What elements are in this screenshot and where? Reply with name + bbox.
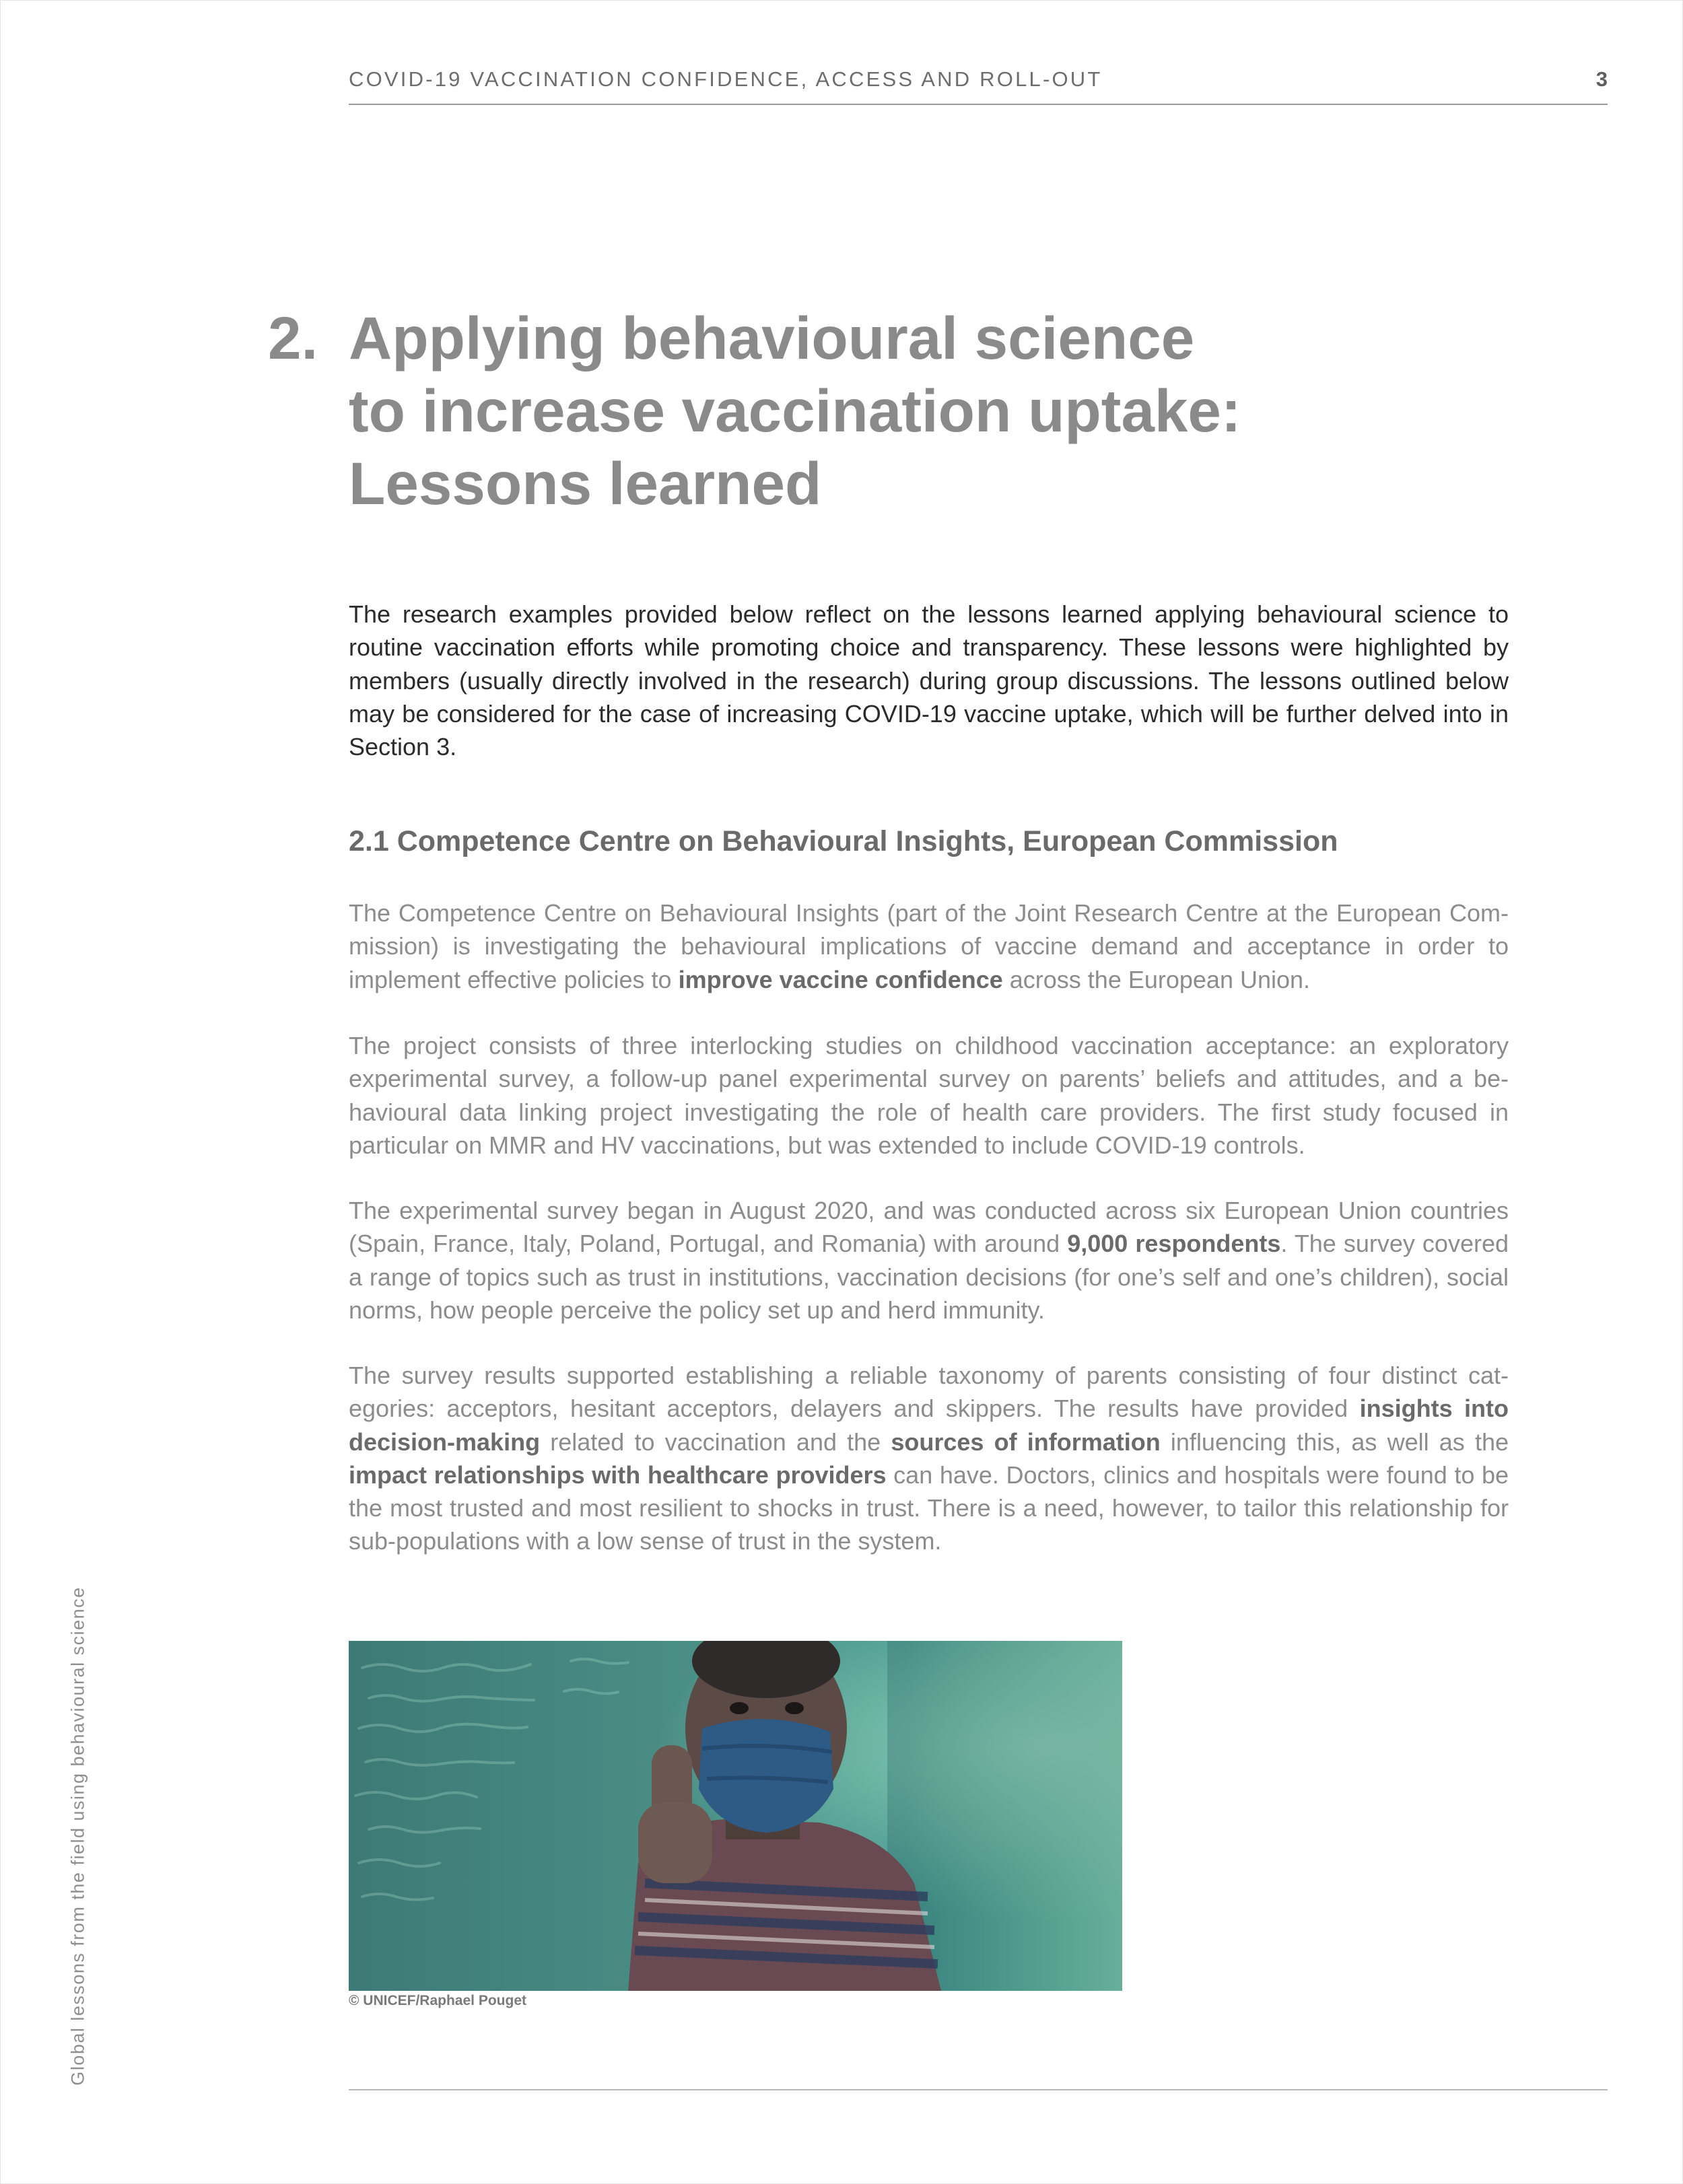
footer-divider: [349, 2089, 1608, 2090]
paragraph-4: [349, 1359, 1509, 1558]
paragraph-4-bold-1: insights into decision-making: [349, 1395, 1509, 1456]
paragraph-3-text-c: . The survey covered a range of topics such as trust in institutions, vaccination decisions (for one’s self and one’s children), social norms, how people perceive the policy set up and herd immunity.: [349, 1230, 1509, 1324]
paragraph-4-bold-3: impact relationships with healthcare providers: [349, 1460, 887, 1489]
side-publication-label: Global lessons from the field using behavioural science: [67, 1586, 88, 2086]
running-title: COVID-19 VACCINATION CONFIDENCE, ACCESS AND ROLL-OUT: [349, 67, 1103, 91]
paragraph-1-text-a: The Competence Centre on Behavioural Insights (part of the Joint Research Centre at the European Commission) is investigating the behavioural implications of vaccine demand and acceptance in order to implement effective policies to: [349, 899, 1509, 993]
paragraph-1-text-c: across the European Union.: [1002, 965, 1311, 993]
section-heading: 2.1 Competence Centre on Behavioural Insights, European Commission: [349, 825, 1338, 857]
paragraph-1-bold-1: improve vaccine confidence: [678, 965, 1003, 993]
paragraph-2: The project consists of three interlocking studies on childhood vaccination acceptance: an exploratory experimental survey, a follow-up panel experimental survey on parents’ beliefs and attitudes, and a behavioural data linking project investigating the role of health care providers. The first study focused in particular on MMR and HV vaccinations, but was extended to include COVID-19 controls.: [349, 1032, 1509, 1159]
paragraph-4-text-a: The survey results supported establishing a reliable taxonomy of parents consisting of four distinct categories: acceptors, hesitant acceptors, delayers and skippers. The results have provided: [349, 1362, 1509, 1423]
intro-paragraph: The research examples provided below reflect on the lessons learned applying behavioural science to routine vaccination efforts while promoting choice and transparency. These lessons were highlighted by members (usually directly involved in the research) during group discussions. The lessons outlined below may be considered for the case of increasing COVID-19 vaccine uptake, which will be further delved into in Section 3.: [349, 600, 1509, 761]
paragraph-4-text-d: influencing this, as well as the: [1160, 1428, 1509, 1456]
running-header: [349, 67, 1608, 105]
paragraph-1: [349, 896, 1509, 996]
paragraph-4-text-c: related to vaccination and the: [540, 1428, 891, 1456]
photo-child-with-mask: [349, 1641, 1122, 1991]
paragraph-4-bold-2: sources of information: [891, 1428, 1161, 1456]
paragraph-3: [349, 1194, 1509, 1327]
chapter-number: 2.: [268, 304, 318, 372]
paragraph-4-text-e: can have. Doctors, clinics and hospitals were found to be the most trusted and most resilient to shocks in trust. There is a need, however, to tailor this relationship for sub-populations with a low sense of trust in the system.: [349, 1460, 1509, 1555]
page-number: 3: [1595, 67, 1608, 91]
paragraph-3-text-a: The experimental survey began in August 2020, and was conducted across six European Union countries (Spain, France, Italy, Poland, Portugal, and Romania) with around: [349, 1197, 1509, 1258]
photo-illustration: [349, 1641, 1122, 1991]
chapter-title: Applying behavioural science to increase vaccination uptake: Lessons learned: [349, 304, 1241, 517]
photo-credit: © UNICEF/Raphael Pouget: [349, 1993, 526, 2008]
paragraph-3-bold-1: 9,000 respondents: [1067, 1230, 1281, 1258]
